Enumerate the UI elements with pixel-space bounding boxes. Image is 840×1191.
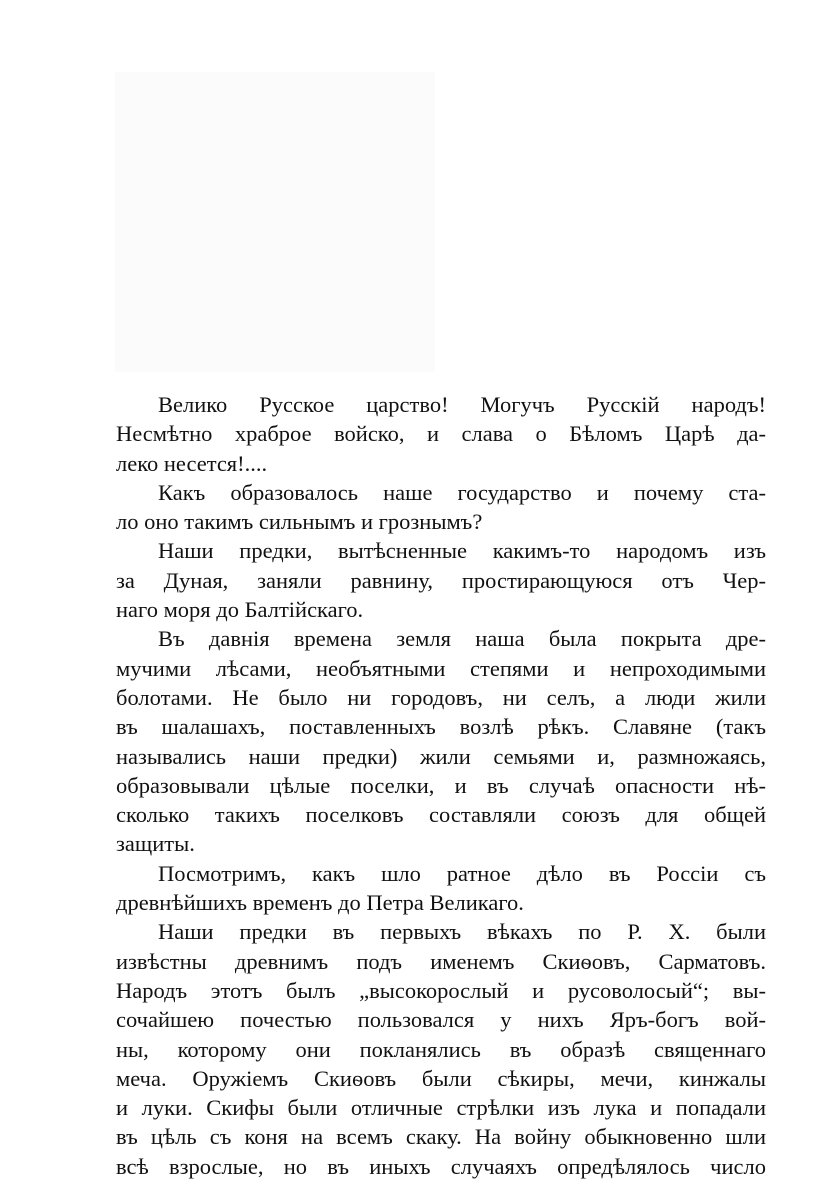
- text-line: назывались наши предки) жили семьями и, размножаясь,: [116, 743, 766, 769]
- text-line: и луки. Скифы были отличные стрѣлки изъ лука и попадали: [116, 1095, 766, 1121]
- text-line: защиты.: [116, 831, 195, 857]
- text-line: Посмотримъ, какъ шло ратное дѣло въ Россіи съ: [158, 860, 766, 886]
- text-line: Наши предки въ первыхъ вѣкахъ по Р. Х. были: [158, 919, 766, 945]
- text-line: сколько такихъ поселковъ составляли союзъ для общей: [116, 802, 766, 828]
- text-line: Въ давнія времена земля наша была покрыта дре-: [158, 626, 766, 652]
- text-line: Несмѣтно храброе войско, и слава о Бѣломъ Царѣ да-: [116, 421, 766, 447]
- text-line: образовывали цѣлые поселки, и въ случаѣ опасности нѣ-: [116, 772, 766, 798]
- text-line: Наши предки, вытѣсненные какимъ-то народомъ изъ: [158, 538, 766, 564]
- text-line: древнѣйшихъ временъ до Петра Великаго.: [116, 890, 524, 916]
- text-line: сочайшею почестью пользовался у нихъ Яръ-богъ вой-: [116, 1007, 766, 1033]
- text-line: леко несется!....: [116, 450, 268, 476]
- text-line: меча. Оружіемъ Скиѳовъ были сѣкиры, мечи, кинжалы: [116, 1065, 766, 1091]
- blank-area: [115, 72, 435, 372]
- text-line: мучими лѣсами, необъятными степями и непроходимыми: [116, 655, 766, 681]
- text-line: въ цѣль съ коня на всемъ скаку. На войну обыкновенно шли: [116, 1124, 766, 1150]
- text-line: всѣ взрослые, но въ иныхъ случаяхъ опредѣлялось число: [116, 1153, 766, 1179]
- text-line: ны, которому они покланялись въ образѣ священнаго: [116, 1036, 766, 1062]
- text-line: наго моря до Балтійскаго.: [116, 597, 364, 623]
- text-line: за Дуная, заняли равнину, простирающуюся отъ Чер-: [116, 567, 766, 593]
- text-line: Народъ этотъ былъ „высокорослый и русоволосый“; вы-: [116, 977, 766, 1003]
- text-line: ло оно такимъ сильнымъ и грознымъ?: [116, 509, 483, 535]
- text-line: Велико Русское царство! Могучъ Русскій народъ!: [158, 392, 766, 417]
- text-line: Какъ образовалось наше государство и почему ста-: [158, 479, 766, 505]
- text-line: извѣстны древнимъ подъ именемъ Скиѳовъ, Сарматовъ.: [116, 948, 766, 974]
- body-text: [116, 390, 766, 1181]
- text-line: въ шалашахъ, поставленныхъ возлѣ рѣкъ. Славяне (такъ: [116, 714, 766, 740]
- text-line: болотами. Не было ни городовъ, ни селъ, а люди жили: [116, 684, 766, 710]
